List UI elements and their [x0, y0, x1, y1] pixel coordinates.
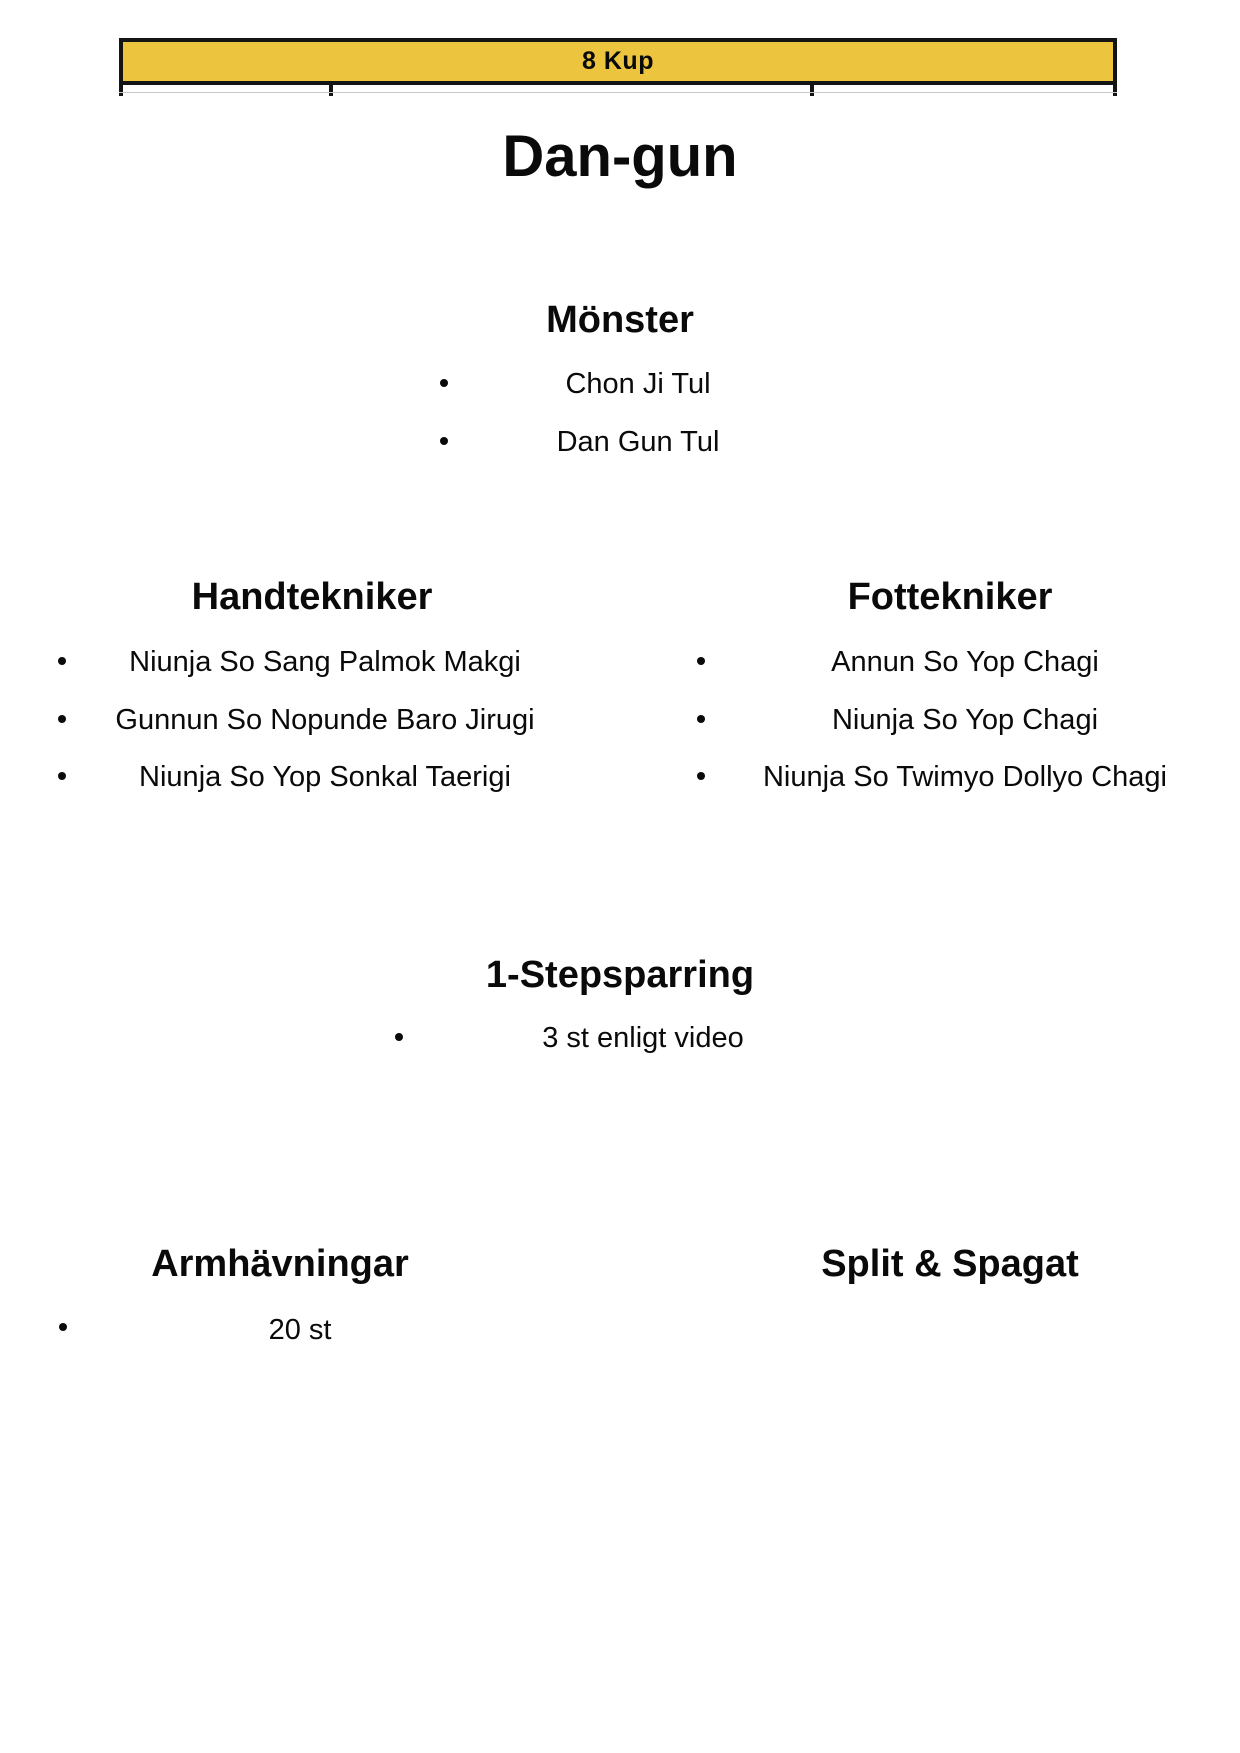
table-border-tick [119, 85, 123, 96]
section-heading-split-spagat: Split & Spagat [821, 1243, 1079, 1285]
table-border-tick [810, 85, 814, 96]
list-item: Niunja So Twimyo Dollyo Chagi [762, 761, 1168, 793]
kup-banner [119, 38, 1117, 85]
section-heading-handtekniker: Handtekniker [191, 576, 433, 618]
list-item: Dan Gun Tul [556, 426, 720, 458]
table-hairline [119, 92, 1117, 93]
list-item: Chon Ji Tul [565, 368, 711, 400]
section-heading-fottekniker: Fottekniker [847, 576, 1053, 618]
table-border-tick [1113, 85, 1117, 96]
section-heading-armhavningar: Armhävningar [151, 1243, 409, 1285]
section-heading-monster: Mönster [546, 299, 694, 341]
list-item: Gunnun So Nopunde Baro Jirugi [115, 704, 535, 736]
section-heading-stepsparring: 1-Stepsparring [485, 954, 755, 996]
list-item: Annun So Yop Chagi [831, 646, 1099, 678]
list-item: Niunja So Yop Chagi [831, 704, 1099, 736]
page-title: Dan-gun [502, 124, 738, 189]
list-item: Niunja So Sang Palmok Makgi [129, 646, 521, 678]
list-item: 3 st enligt video [542, 1022, 744, 1054]
kup-banner-label: 8 Kup [582, 47, 654, 75]
list-item: 20 st [268, 1314, 332, 1346]
list-item: Niunja So Yop Sonkal Taerigi [139, 761, 511, 793]
table-border-tick [329, 85, 333, 96]
